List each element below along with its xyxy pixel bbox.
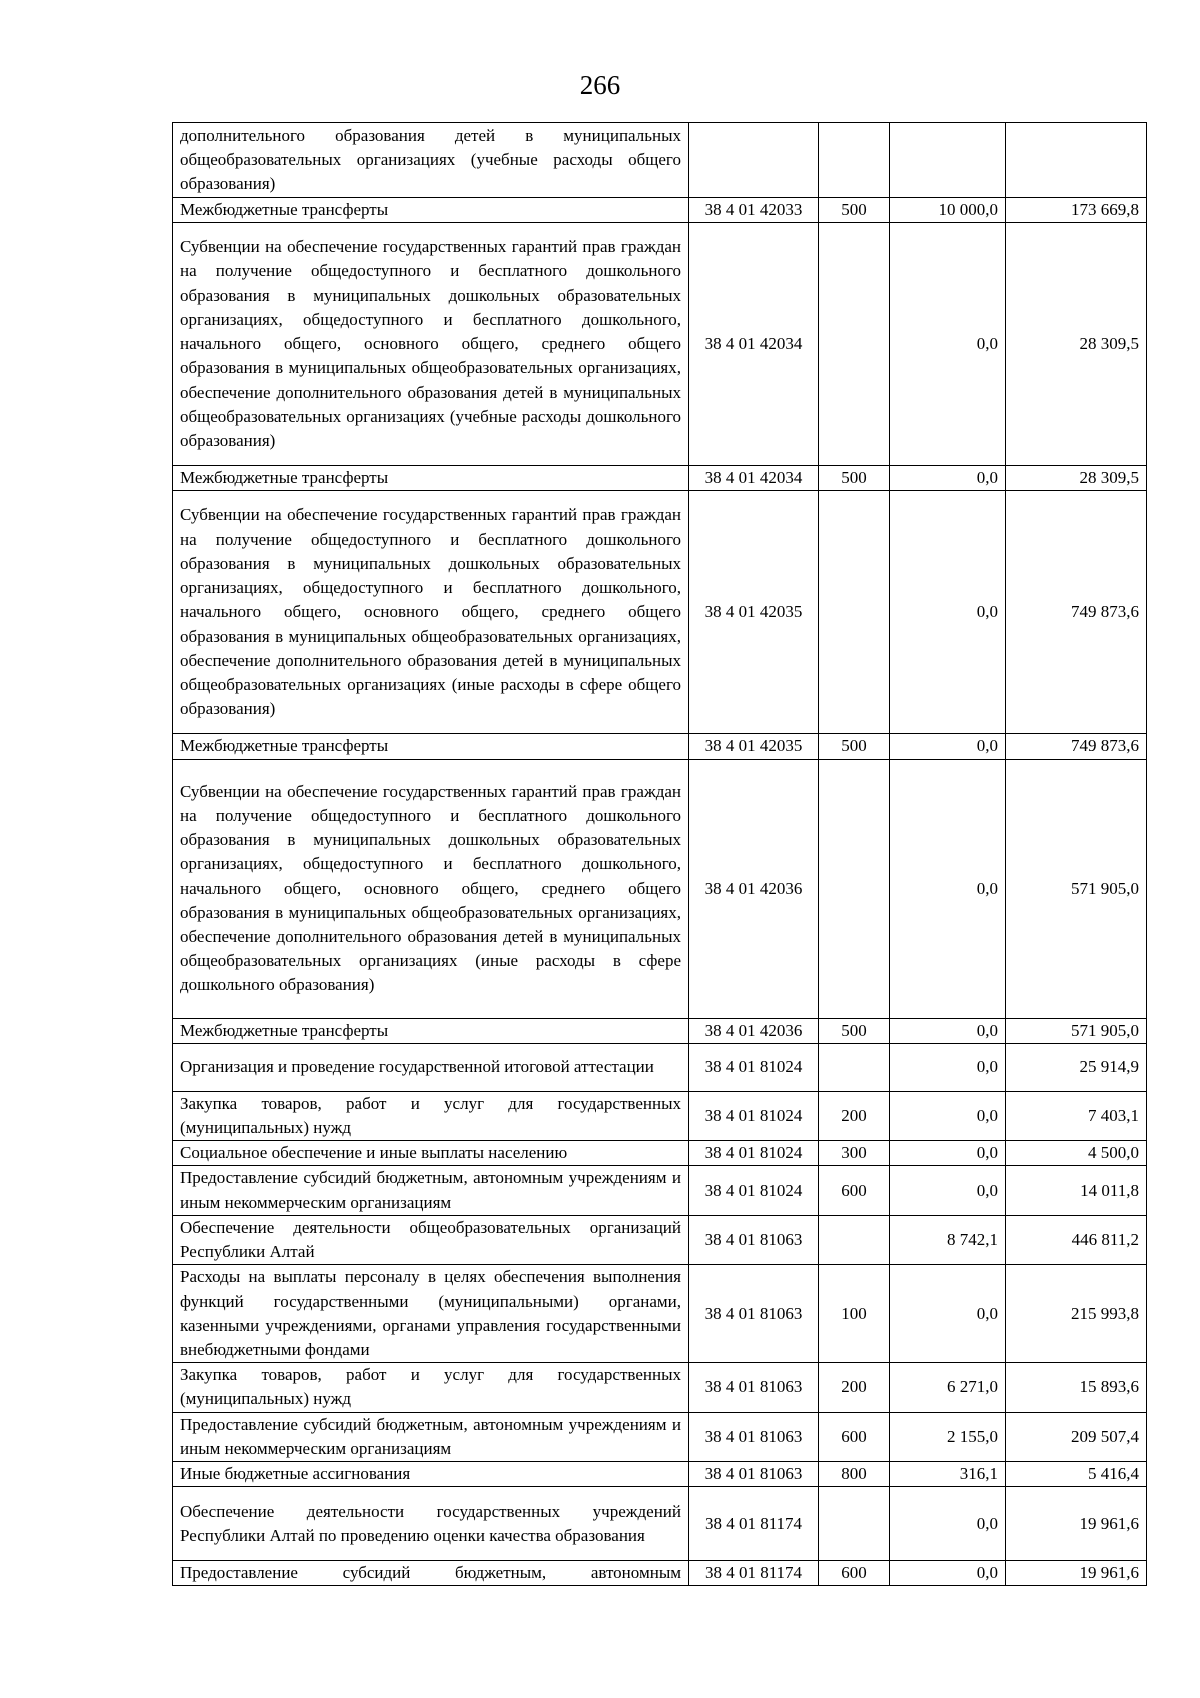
table-row — [173, 123, 1147, 198]
target-code-cell: 38 4 01 42035 — [689, 734, 819, 759]
amount-col2-cell: 571 905,0 — [1006, 1018, 1147, 1043]
expense-name-cell: Организация и проведение государственной итоговой аттестации — [173, 1043, 689, 1091]
target-code-cell: 38 4 01 81024 — [689, 1166, 819, 1215]
expense-name-cell: Иные бюджетные ассигнования — [173, 1462, 689, 1487]
amount-col1-cell: 6 271,0 — [890, 1363, 1006, 1412]
table-row — [173, 734, 1147, 759]
expense-name-cell: Субвенции на обеспечение государственных гарантий прав граждан на получение общедоступного и бесплатного дошкольного образования в муниципальных дошкольных образовательных организациях, общедоступного и бесплатного дошкольного, начального общего, основного общего, среднего общего образования в муниципальных общеобразовательных организациях, обеспечение дополнительного образования детей в муниципальных общеобразовательных организациях (иные расходы в сфере общего образования) — [173, 491, 689, 734]
amount-col1-cell: 2 155,0 — [890, 1412, 1006, 1461]
expense-name-cell: Субвенции на обеспечение государственных гарантий прав граждан на получение общедоступного и бесплатного дошкольного образования в муниципальных дошкольных образовательных организациях, общедоступного и бесплатного дошкольного, начального общего, основного общего, среднего общего образования в муниципальных общеобразовательных организациях, обеспечение дополнительного образования детей в муниципальных общеобразовательных организациях (учебные расходы дошкольного образования) — [173, 223, 689, 466]
amount-col1-cell: 0,0 — [890, 1166, 1006, 1215]
amount-col1-cell: 0,0 — [890, 1043, 1006, 1091]
table-row — [173, 1561, 1147, 1586]
expense-name-cell: Социальное обеспечение и иные выплаты населению — [173, 1141, 689, 1166]
expense-type-cell: 600 — [819, 1412, 890, 1461]
table-row — [173, 198, 1147, 223]
expense-type-cell: 600 — [819, 1561, 890, 1586]
amount-col1-cell: 0,0 — [890, 1561, 1006, 1586]
amount-col2-cell: 4 500,0 — [1006, 1141, 1147, 1166]
budget-table-body — [173, 123, 1147, 1586]
target-code-cell: 38 4 01 81063 — [689, 1265, 819, 1363]
table-row — [173, 759, 1147, 1018]
expense-name-cell: Предоставление субсидий бюджетным, автономным учреждениям и иным некоммерческим организациям — [173, 1166, 689, 1215]
expense-type-cell — [819, 491, 890, 734]
expense-type-cell: 500 — [819, 466, 890, 491]
amount-col1-cell: 0,0 — [890, 223, 1006, 466]
expense-name-cell: Закупка товаров, работ и услуг для государственных (муниципальных) нужд — [173, 1363, 689, 1412]
expense-type-cell — [819, 123, 890, 198]
expense-type-cell: 500 — [819, 734, 890, 759]
target-code-cell: 38 4 01 81024 — [689, 1091, 819, 1140]
amount-col1-cell: 0,0 — [890, 1018, 1006, 1043]
target-code-cell: 38 4 01 42036 — [689, 1018, 819, 1043]
amount-col2-cell: 7 403,1 — [1006, 1091, 1147, 1140]
expense-name-cell: Обеспечение деятельности общеобразовательных организаций Республики Алтай — [173, 1215, 689, 1264]
amount-col1-cell: 8 742,1 — [890, 1215, 1006, 1264]
expense-type-cell: 500 — [819, 1018, 890, 1043]
expense-type-cell: 800 — [819, 1462, 890, 1487]
amount-col1-cell: 0,0 — [890, 1265, 1006, 1363]
budget-table — [172, 122, 1147, 1586]
amount-col2-cell: 749 873,6 — [1006, 491, 1147, 734]
target-code-cell: 38 4 01 81063 — [689, 1363, 819, 1412]
expense-name-cell: Межбюджетные трансферты — [173, 198, 689, 223]
table-row — [173, 1215, 1147, 1264]
amount-col1-cell: 0,0 — [890, 759, 1006, 1018]
amount-col2-cell: 28 309,5 — [1006, 223, 1147, 466]
amount-col1-cell: 0,0 — [890, 1487, 1006, 1561]
amount-col2-cell: 571 905,0 — [1006, 759, 1147, 1018]
table-row — [173, 1166, 1147, 1215]
expense-name-cell: Закупка товаров, работ и услуг для государственных (муниципальных) нужд — [173, 1091, 689, 1140]
amount-col2-cell: 173 669,8 — [1006, 198, 1147, 223]
expense-name-cell: Межбюджетные трансферты — [173, 1018, 689, 1043]
table-row — [173, 1487, 1147, 1561]
expense-name-cell: Межбюджетные трансферты — [173, 734, 689, 759]
expense-type-cell — [819, 1487, 890, 1561]
target-code-cell: 38 4 01 42033 — [689, 198, 819, 223]
target-code-cell: 38 4 01 81063 — [689, 1215, 819, 1264]
table-row — [173, 1141, 1147, 1166]
amount-col1-cell: 0,0 — [890, 734, 1006, 759]
expense-type-cell: 300 — [819, 1141, 890, 1166]
target-code-cell: 38 4 01 81024 — [689, 1043, 819, 1091]
amount-col2-cell: 28 309,5 — [1006, 466, 1147, 491]
amount-col1-cell: 316,1 — [890, 1462, 1006, 1487]
expense-name-cell: Предоставление субсидий бюджетным, автономным учреждениям и иным некоммерческим организациям — [173, 1412, 689, 1461]
page-number: 266 — [579, 70, 621, 100]
expense-name-cell: дополнительного образования детей в муниципальных общеобразовательных организациях (учебные расходы общего образования) — [173, 123, 689, 198]
expense-type-cell — [819, 1043, 890, 1091]
target-code-cell — [689, 123, 819, 198]
table-row — [173, 223, 1147, 466]
target-code-cell: 38 4 01 81174 — [689, 1487, 819, 1561]
expense-type-cell: 600 — [819, 1166, 890, 1215]
table-row — [173, 1363, 1147, 1412]
amount-col2-cell: 15 893,6 — [1006, 1363, 1147, 1412]
expense-type-cell — [819, 223, 890, 466]
amount-col1-cell: 0,0 — [890, 491, 1006, 734]
amount-col1-cell: 0,0 — [890, 1091, 1006, 1140]
table-row — [173, 1412, 1147, 1461]
amount-col2-cell: 446 811,2 — [1006, 1215, 1147, 1264]
expense-type-cell: 200 — [819, 1363, 890, 1412]
table-row — [173, 466, 1147, 491]
amount-col2-cell: 19 961,6 — [1006, 1487, 1147, 1561]
target-code-cell: 38 4 01 81024 — [689, 1141, 819, 1166]
target-code-cell: 38 4 01 81063 — [689, 1462, 819, 1487]
amount-col2-cell — [1006, 123, 1147, 198]
target-code-cell: 38 4 01 81174 — [689, 1561, 819, 1586]
target-code-cell: 38 4 01 42034 — [689, 466, 819, 491]
expense-name-cell: Субвенции на обеспечение государственных гарантий прав граждан на получение общедоступного и бесплатного дошкольного образования в муниципальных дошкольных образовательных организациях, общедоступного и бесплатного дошкольного, начального общего, основного общего, среднего общего образования в муниципальных общеобразовательных организациях, обеспечение дополнительного образования детей в муниципальных общеобразовательных организациях (иные расходы в сфере дошкольного образования) — [173, 759, 689, 1018]
amount-col1-cell: 10 000,0 — [890, 198, 1006, 223]
amount-col2-cell: 749 873,6 — [1006, 734, 1147, 759]
amount-col2-cell: 19 961,6 — [1006, 1561, 1147, 1586]
expense-type-cell — [819, 1215, 890, 1264]
table-row — [173, 1043, 1147, 1091]
amount-col1-cell: 0,0 — [890, 1141, 1006, 1166]
target-code-cell: 38 4 01 42036 — [689, 759, 819, 1018]
expense-type-cell — [819, 759, 890, 1018]
target-code-cell: 38 4 01 81063 — [689, 1412, 819, 1461]
table-row — [173, 1265, 1147, 1363]
table-row — [173, 491, 1147, 734]
expense-type-cell: 100 — [819, 1265, 890, 1363]
amount-col2-cell: 5 416,4 — [1006, 1462, 1147, 1487]
expense-name-cell: Предоставление субсидий бюджетным, автономным — [173, 1561, 689, 1586]
target-code-cell: 38 4 01 42034 — [689, 223, 819, 466]
table-row — [173, 1462, 1147, 1487]
amount-col2-cell: 209 507,4 — [1006, 1412, 1147, 1461]
expense-name-cell: Межбюджетные трансферты — [173, 466, 689, 491]
amount-col1-cell: 0,0 — [890, 466, 1006, 491]
expense-name-cell: Расходы на выплаты персоналу в целях обеспечения выполнения функций государственными (муниципальными) органами, казенными учреждениями, органами управления государственными внебюджетными фондами — [173, 1265, 689, 1363]
expense-type-cell: 200 — [819, 1091, 890, 1140]
target-code-cell: 38 4 01 42035 — [689, 491, 819, 734]
amount-col2-cell: 25 914,9 — [1006, 1043, 1147, 1091]
table-row — [173, 1091, 1147, 1140]
amount-col1-cell — [890, 123, 1006, 198]
expense-type-cell: 500 — [819, 198, 890, 223]
amount-col2-cell: 14 011,8 — [1006, 1166, 1147, 1215]
expense-name-cell: Обеспечение деятельности государственных учреждений Республики Алтай по проведению оценки качества образования — [173, 1487, 689, 1561]
table-row — [173, 1018, 1147, 1043]
amount-col2-cell: 215 993,8 — [1006, 1265, 1147, 1363]
